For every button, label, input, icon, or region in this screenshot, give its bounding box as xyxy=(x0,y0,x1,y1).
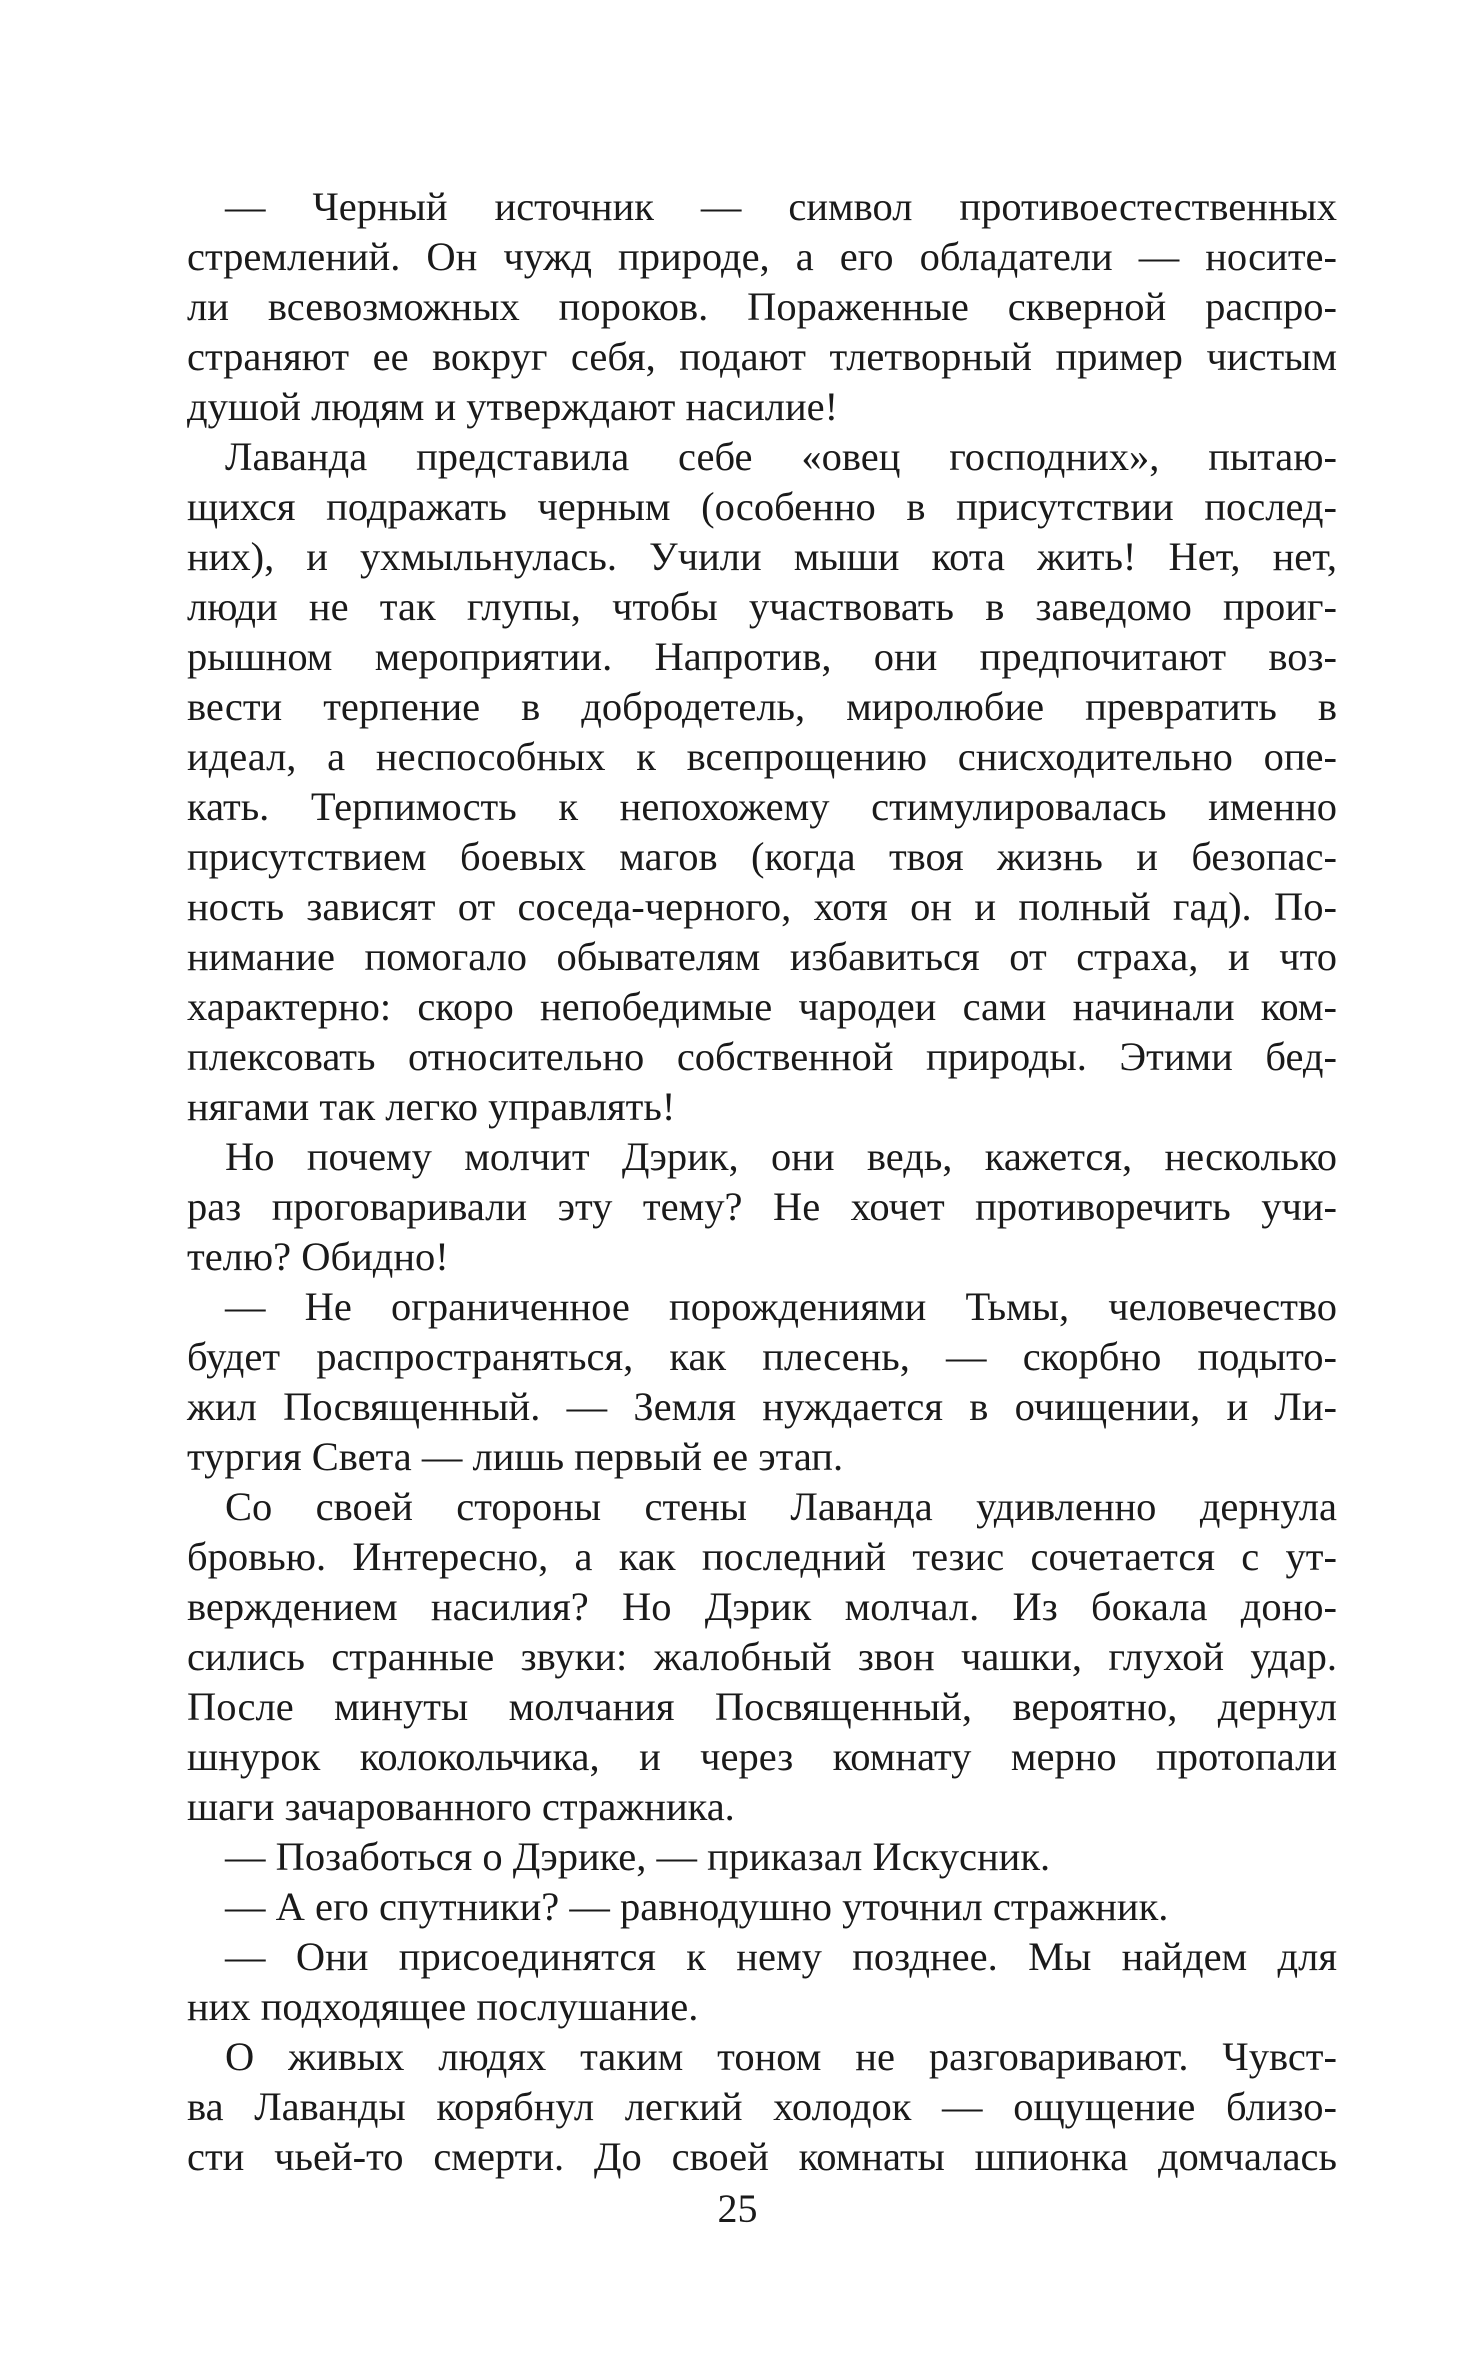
text-line: сились странные звуки: жалобный звон чашки, глухой удар. xyxy=(187,1634,1337,1679)
text-line: сти чьей-то смерти. До своей комнаты шпионка домчалась xyxy=(187,2134,1337,2179)
text-line: стремлений. Он чужд природе, а его обладатели — носите- xyxy=(187,234,1337,279)
text-line: — Черный источник — символ противоестественных xyxy=(225,184,1337,229)
text-line: вести терпение в добродетель, миролюбие превратить в xyxy=(187,684,1337,729)
text-line: верждением насилия? Но Дэрик молчал. Из бокала доно- xyxy=(187,1584,1337,1629)
text-line: — Они присоединятся к нему позднее. Мы найдем для xyxy=(225,1934,1337,1979)
text-line: них подходящее послушание. xyxy=(187,1984,699,2029)
text-line: Со своей стороны стены Лаванда удивленно дернула xyxy=(225,1484,1337,1529)
text-line: присутствием боевых магов (когда твоя жизнь и безопас- xyxy=(187,834,1337,879)
text-line: — Не ограниченное порождениями Тьмы, человечество xyxy=(225,1284,1337,1329)
text-line: душой людям и утверждают насилие! xyxy=(187,384,839,429)
text-line: телю? Обидно! xyxy=(187,1234,449,1279)
text-line: нягами так легко управлять! xyxy=(187,1084,676,1129)
text-line: рышном мероприятии. Напротив, они предпочитают воз- xyxy=(187,634,1337,679)
text-line: них), и ухмыльнулась. Учили мыши кота жить! Нет, нет, xyxy=(187,534,1337,579)
text-line: нимание помогало обывателям избавиться от страха, и что xyxy=(187,934,1337,979)
text-line: После минуты молчания Посвященный, вероятно, дернул xyxy=(187,1684,1337,1729)
text-line: идеал, а неспособных к всепрощению снисходительно опе- xyxy=(187,734,1337,779)
text-line: Лаванда представила себе «овец господних», пытаю- xyxy=(225,434,1337,479)
text-line: тургия Света — лишь первый ее этап. xyxy=(187,1434,844,1479)
text-line: — А его спутники? — равнодушно уточнил стражник. xyxy=(225,1884,1169,1929)
text-line: ва Лаванды корябнул легкий холодок — ощущение близо- xyxy=(187,2084,1337,2129)
text-line: плексовать относительно собственной природы. Этими бед- xyxy=(187,1034,1337,1079)
text-line: О живых людях таким тоном не разговаривают. Чувст- xyxy=(225,2034,1337,2079)
text-line: ли всевозможных пороков. Пораженные скверной распро- xyxy=(187,284,1337,329)
text-line: щихся подражать черным (особенно в присутствии послед- xyxy=(187,484,1337,529)
text-line: будет распространяться, как плесень, — скорбно подыто- xyxy=(187,1334,1337,1379)
page-number: 25 xyxy=(717,2186,758,2231)
text-line: кать. Терпимость к непохожему стимулировалась именно xyxy=(187,784,1337,829)
text-line: шнурок колокольчика, и через комнату мерно протопали xyxy=(187,1734,1337,1779)
text-line: бровью. Интересно, а как последний тезис сочетается с ут- xyxy=(187,1534,1337,1579)
text-line: Но почему молчит Дэрик, они ведь, кажется, несколько xyxy=(225,1134,1337,1179)
text-line: шаги зачарованного стражника. xyxy=(187,1784,735,1829)
text-line: — Позаботься о Дэрике, — приказал Искусник. xyxy=(225,1834,1051,1879)
text-line: жил Посвященный. — Земля нуждается в очищении, и Ли- xyxy=(187,1384,1337,1429)
text-line: люди не так глупы, чтобы участвовать в заведомо проиг- xyxy=(187,584,1337,629)
text-line: страняют ее вокруг себя, подают тлетворный пример чистым xyxy=(187,334,1337,379)
text-line: ность зависят от соседа-черного, хотя он и полный гад). По- xyxy=(187,884,1337,929)
text-line: раз проговаривали эту тему? Не хочет противоречить учи- xyxy=(187,1184,1337,1229)
body-text xyxy=(187,182,1337,2182)
text-line: характерно: скоро непобедимые чародеи сами начинали ком- xyxy=(187,984,1337,1029)
